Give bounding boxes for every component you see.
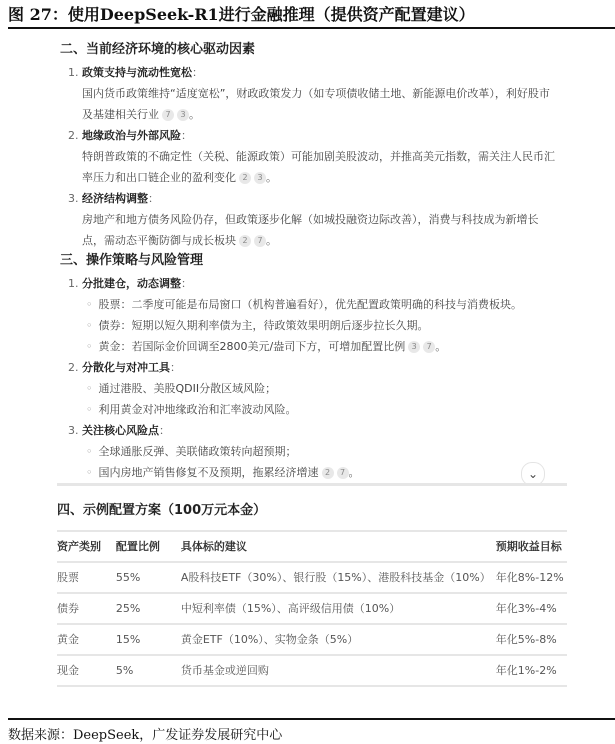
table-cell: 中短利率债（15%）、高评级信用债（10%） xyxy=(180,602,401,615)
sub-item xyxy=(86,336,560,357)
table-row xyxy=(57,562,567,593)
item-number: 1. xyxy=(68,277,79,290)
item-title: 政策支持与流动性宽松 xyxy=(82,66,192,79)
table-row xyxy=(57,593,567,624)
column-header: 预期收益目标 xyxy=(495,540,562,553)
sub-item-text: 黄金：若国际金价回调至2800美元/盎司下方，可增加配置比例 xyxy=(98,340,406,353)
table-cell: 黄金 xyxy=(57,633,79,646)
list-item xyxy=(68,357,560,420)
table-cell: A股科技ETF（30%）、银行股（15%）、港股科技基金（10%） xyxy=(180,571,491,584)
table-cell: 现金 xyxy=(57,664,79,677)
table-cell: 25% xyxy=(115,602,141,615)
item-number: 2. xyxy=(68,361,79,374)
list-item xyxy=(68,420,560,483)
period-mark: 。 xyxy=(348,466,360,479)
item-label: 2. 地缘政治与外部风险： xyxy=(68,129,192,142)
sub-item xyxy=(86,441,560,462)
title-rule xyxy=(8,27,615,29)
item-label: 3. 经济结构调整： xyxy=(68,192,159,205)
list-item xyxy=(68,125,560,188)
item-title: 经济结构调整 xyxy=(82,192,148,205)
source-rule xyxy=(8,718,615,720)
citation-badge: 3 xyxy=(254,172,266,184)
table-cell: 15% xyxy=(115,633,141,646)
column-header: 具体标的建议 xyxy=(180,540,247,553)
item-number: 3. xyxy=(68,192,79,205)
item-number: 3. xyxy=(68,424,79,437)
citation-badge: 2 xyxy=(239,172,251,184)
sub-item xyxy=(86,462,560,483)
sub-item-text: 国内房地产销售修复不及预期，拖累经济增速 xyxy=(98,466,319,479)
item-title: 地缘政治与外部风险 xyxy=(82,129,181,142)
response-content xyxy=(60,38,560,483)
table-cell: 年化3%-4% xyxy=(495,602,557,615)
period-mark: 。 xyxy=(435,340,447,353)
section2-list xyxy=(60,62,560,251)
item-body: 房地产和地方债务风险仍存，但政策逐步化解（如城投融资边际改善），消费与科技成为新增长点，需动态平衡防御与成长板块 xyxy=(82,213,539,247)
table-cell: 货币基金或逆回购 xyxy=(180,664,269,677)
list-item xyxy=(68,188,560,251)
item-number: 2. xyxy=(68,129,79,142)
item-title: 关注核心风险点 xyxy=(82,424,159,437)
period-mark: 。 xyxy=(266,234,277,247)
column-header: 资产类别 xyxy=(57,540,101,553)
list-item xyxy=(68,62,560,125)
table-header-row xyxy=(57,531,567,562)
section-heading: 三、操作策略与风险管理 xyxy=(60,253,204,268)
sub-item-text: 利用黄金对冲地缘政治和汇率波动风险。 xyxy=(98,403,297,416)
table-cell: 55% xyxy=(115,571,141,584)
section-heading: 二、当前经济环境的核心驱动因素 xyxy=(60,42,256,57)
item-number: 1. xyxy=(68,66,79,79)
period-mark: 。 xyxy=(266,171,277,184)
sub-item xyxy=(86,315,560,336)
item-body: 国内货币政策维持“适度宽松”，财政政策发力（如专项债收储土地、新能源电价改革），利好股市及基建相关行业 xyxy=(82,87,550,121)
table-cell: 年化1%-2% xyxy=(495,664,557,677)
item-label: 3. 关注核心风险点： xyxy=(68,424,170,437)
source-note: 数据来源：DeepSeek，广发证券发展研究中心 xyxy=(8,728,283,743)
table-cell: 年化8%-12% xyxy=(495,571,564,584)
item-title: 分散化与对冲工具 xyxy=(82,361,170,374)
figure-title: 图 27：使用DeepSeek-R1进行金融推理（提供资产配置建议） xyxy=(8,5,475,24)
sub-item xyxy=(86,294,560,315)
table-cell: 5% xyxy=(115,664,134,677)
period-mark: 。 xyxy=(189,108,200,121)
citation-badge: 7 xyxy=(337,467,349,479)
citation-badge: 2 xyxy=(239,235,251,247)
item-label: 2. 分散化与对冲工具： xyxy=(68,361,181,374)
item-label: 1. 分批建仓，动态调整： xyxy=(68,277,192,290)
citation-badge: 7 xyxy=(162,109,174,121)
item-body: 特朗普政策的不确定性（关税、能源政策）可能加剧美股波动，并推高美元指数，需关注人民币汇率压力和出口链企业的盈利变化 xyxy=(82,150,555,184)
allocation-table xyxy=(57,530,567,687)
column-header: 配置比例 xyxy=(115,540,160,553)
sub-item xyxy=(86,378,560,399)
table-cell: 黄金ETF（10%）、实物金条（5%） xyxy=(180,633,359,646)
sub-item-text: 股票：二季度可能是布局窗口（机构普遍看好），优先配置政策明确的科技与消费板块。 xyxy=(98,298,522,311)
citation-badge: 3 xyxy=(177,109,189,121)
list-item xyxy=(68,273,560,357)
chevron-down-icon: ⌄ xyxy=(527,467,539,481)
sub-item-text: 通过港股、美股QDII分散区域风险； xyxy=(98,382,277,395)
section-heading: 四、示例配置方案（100万元本金） xyxy=(57,503,267,518)
citation-badge: 2 xyxy=(322,467,334,479)
sub-item xyxy=(86,399,560,420)
divider xyxy=(57,483,567,486)
item-text xyxy=(82,209,560,251)
sub-item-text: 债券：短期以短久期利率债为主，待政策效果明朗后逐步拉长久期。 xyxy=(98,319,429,332)
sub-item-text: 全球通胀反弹、美联储政策转向超预期； xyxy=(98,445,297,458)
citation-badge: 3 xyxy=(408,341,420,353)
citation-badge: 7 xyxy=(254,235,266,247)
section3-list xyxy=(60,273,560,483)
item-label: 1. 政策支持与流动性宽松： xyxy=(68,66,203,79)
table-cell: 年化5%-8% xyxy=(495,633,557,646)
item-text xyxy=(82,146,560,188)
table-row xyxy=(57,624,567,655)
table-cell: 股票 xyxy=(57,571,79,584)
table-cell: 债券 xyxy=(57,602,79,615)
item-title: 分批建仓，动态调整 xyxy=(82,277,181,290)
item-text xyxy=(82,83,560,125)
table-row xyxy=(57,655,567,686)
citation-badge: 7 xyxy=(423,341,435,353)
